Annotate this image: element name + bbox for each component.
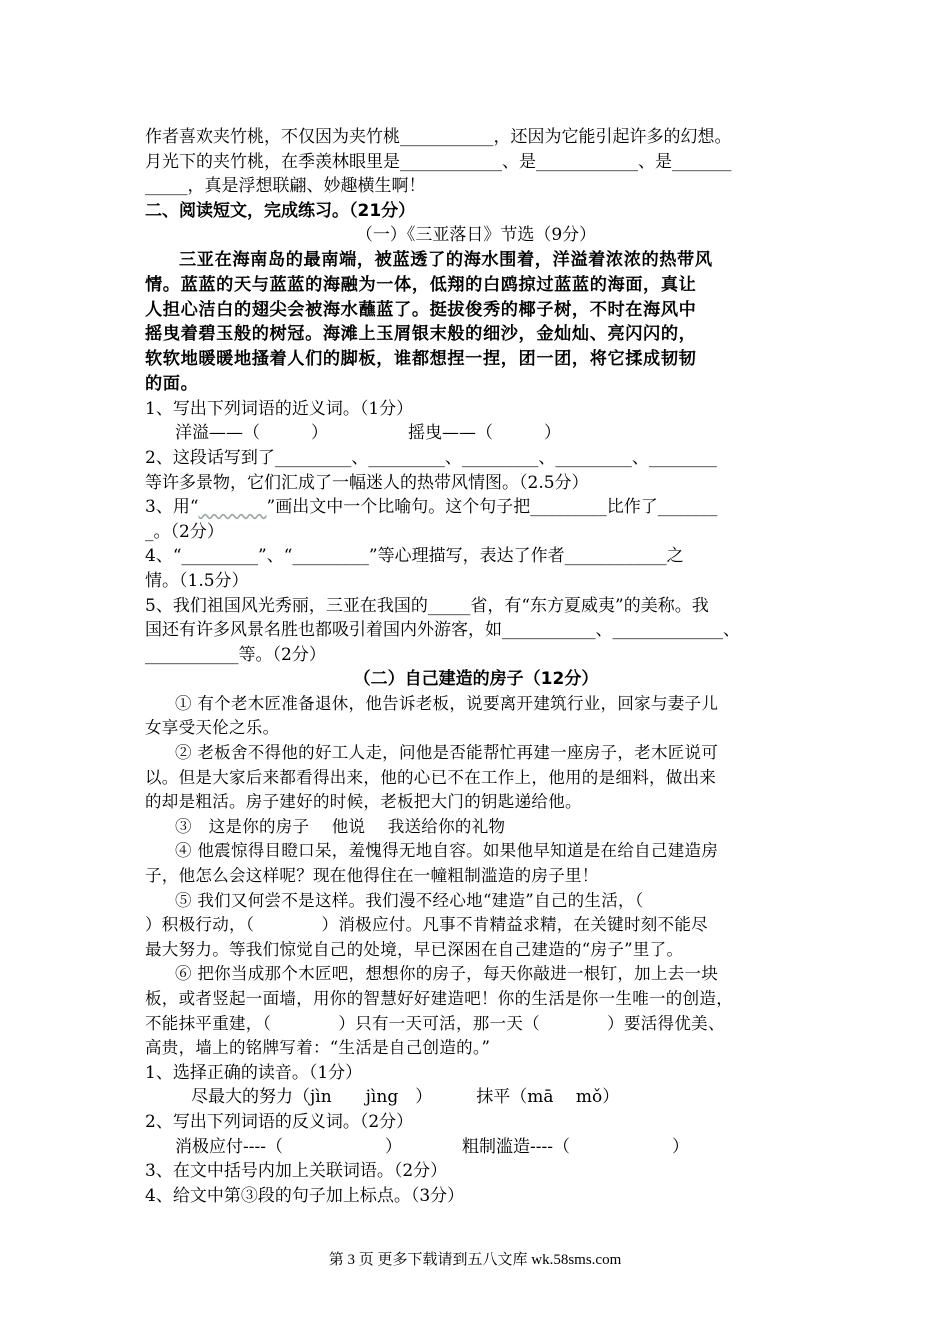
question-3-line-2: _。（2分） [145,521,224,542]
question-3-suffix: ”画出文中一个比喻句。这个句子把_________比作了_______ [266,497,718,518]
passage-line: 情。蓝蓝的天与蓝蓝的海融为一体，低翔的白鸥掠过蓝蓝的海面，真让 [145,274,697,295]
wavy-line-mark [199,497,267,517]
story-line: ⑤ 我们又何尝不是这样。我们漫不经心地“建造”自己的生活，（ [175,890,644,910]
q2-1-items [145,1085,807,1110]
pronunciation-item-2: 抹平（mā mǒ） [476,1087,620,1108]
passage-line: 人担心洁白的翅尖会被海水蘸蓝了。挺拔俊秀的椰子树，不时在海风中 [145,299,697,320]
worksheet-page [145,125,807,1208]
story-line: 高贵，墙上的铭牌写着：“生活是自己创造的。” [145,1038,491,1058]
story-line: ① 有个老木匠准备退休，他告诉老板，说要离开建筑行业，回家与妻子儿 [175,693,719,713]
story-house [145,692,807,1061]
q2-3-title: 3、在文中括号内加上关联词语。（2分） [145,1161,448,1182]
synonym-item-1: 洋溢——（ ） [175,423,328,444]
pronunciation-item-1: 尽最大的努力（jìn jìng ） [191,1087,433,1108]
question-5-line-1: 5、我们祖国风光秀丽，三亚在我国的_____省，有“东方夏威夷”的美称。我 [145,595,709,616]
question-4-line-2: 情。（1.5分） [145,570,249,591]
q2-2-items [145,1135,807,1160]
story-line: 最大努力。等我们惊觉自己的处境，早已深困在自己建造的“房子”里了。 [145,939,684,959]
section-2-title: 二、阅读短文，完成练习。（21分） [145,200,416,221]
q2-2-title: 2、写出下列词语的反义词。（2分） [145,1111,414,1132]
question-1-items [145,421,807,446]
story-line: 女享受天伦之乐。 [145,718,280,738]
q2-1-title: 1、选择正确的读音。（1分） [145,1062,363,1083]
part-1-title: （一）《三亚落日》节选（9分） [355,225,597,246]
story-line: 子，他怎么会这样呢？现在他得住在一幢粗制滥造的房子里！ [145,866,599,886]
story-line: ③ 这是你的房子 他说 我送给你的礼物 [175,816,506,836]
story-line: ）积极行动，（ ）消极应付。凡事不肯精益求精，在关键时刻不能尽 [145,915,708,935]
question-1: 1、写出下列词语的近义词。（1分） [145,398,414,419]
passage-line: 摇曳着碧玉般的树冠。海滩上玉屑银末般的细沙，金灿灿、亮闪闪的， [145,324,697,345]
antonym-item-2: 粗制滥造----（ ） [461,1136,689,1157]
question-4-line-1: 4、“_________”、“_________”等心理描写，表达了作者____________之 [145,546,684,567]
question-5-line-3: ___________等。（2分） [145,644,326,665]
part-2-title: （二）自己建造的房子（12分） [353,669,599,690]
text-line-1: 作者喜欢夹竹桃，不仅因为夹竹桃___________，还因为它能引起许多的幻想。 [145,127,732,147]
story-line: ④ 他震惊得目瞪口呆，羞愧得无地自容。如果他早知道是在给自己建造房 [175,841,719,861]
passage-line: 软软地暖暖地搔着人们的脚板，谁都想捏一捏，团一团，将它揉成韧韧 [145,349,697,370]
passage-sanya [145,248,807,397]
question-5-line-2: 国还有许多风景名胜也都吸引着国内外游客，如___________、_____________、 [145,620,740,641]
text-line-3: _____，真是浮想联翩、妙趣横生啊！ [145,176,426,197]
story-line: 不能抹平重建，（ ）只有一天可活，那一天（ ）要活得优美、 [145,1013,725,1033]
question-3-line-1 [145,495,807,520]
story-line: ② 老板舍不得他的好工人走，问他是否能帮忙再建一座房子，老木匠说可 [175,743,719,763]
text-line-2: 月光下的夹竹桃，在季羡林眼里是____________、是____________、是_______ [145,151,732,172]
story-line: 板，或者竖起一面墙，用你的智慧好好建造吧！你的生活是你一生唯一的创造， [145,989,733,1008]
story-line: 以。但是大家后来都看得出来，他的心已不在工作上，他用的是细料，做出来 [145,767,717,787]
passage-line: 三亚在海南岛的最南端，被蓝透了的海水围着，洋溢着浓浓的热带风 [179,249,713,270]
question-3-prefix: 3、用“ [145,497,199,518]
story-line: ⑥ 把你当成那个木匠吧，想想你的房子，每天你敲进一根钉，加上去一块 [175,964,719,984]
question-2-line-2: 等许多景物，它们汇成了一幅迷人的热带风情图。（2.5分） [145,472,589,493]
question-2-line-1: 2、这段话写到了_________、_________、_________、_________、________ [145,447,717,468]
page-footer: 第 3 页 更多下载请到五八文库 wk.58sms.com [328,1252,622,1268]
antonym-item-1: 消极应付----（ ） [175,1136,402,1157]
q2-4-title: 4、给文中第③段的句子加上标点。（3分） [145,1185,465,1206]
synonym-item-2: 摇曳——（ ） [408,423,561,444]
story-line: 的却是粗活。房子建好的时候，老板把大门的钥匙递给他。 [145,792,582,812]
passage-line: 的面。 [145,373,199,394]
